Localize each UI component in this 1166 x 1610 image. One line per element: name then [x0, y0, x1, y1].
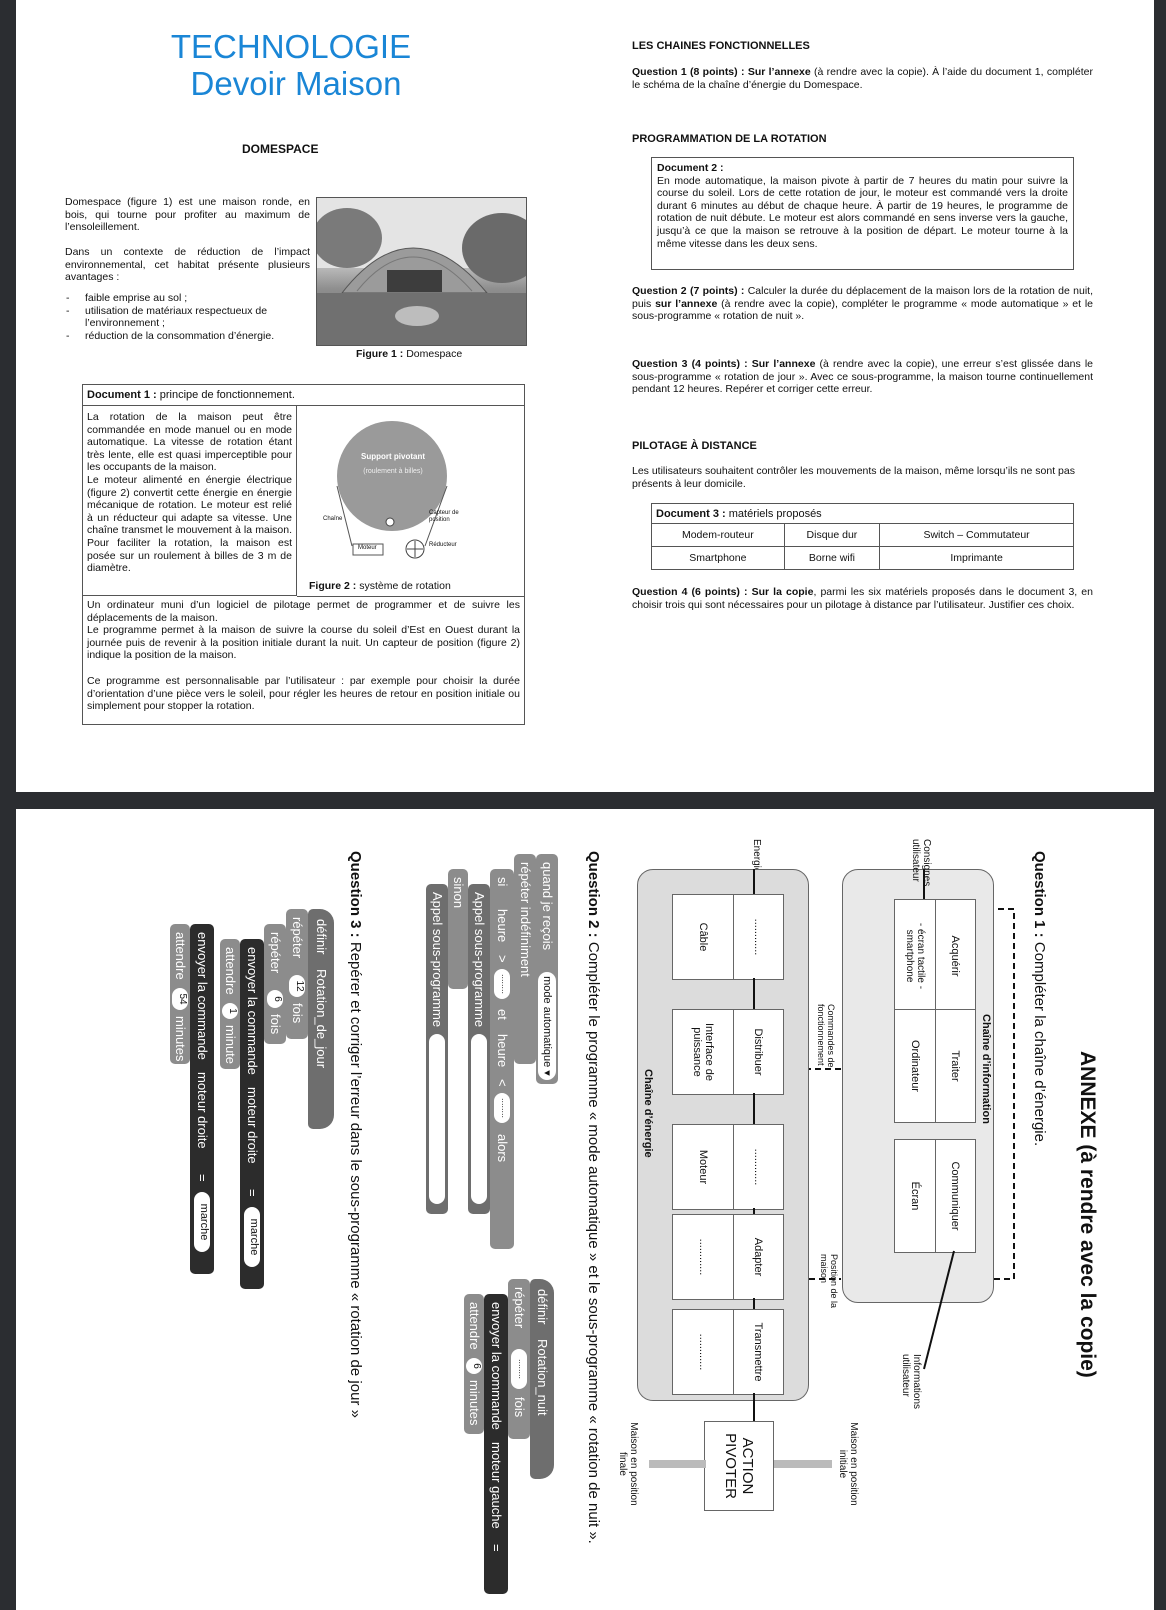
question-2-body-2: (à rendre avec la copie), compléter le programme « mode automatique » et le sous-programme « rotation de nuit ». [632, 297, 1093, 323]
scratch-wait-54 [170, 924, 190, 1064]
scratch-lt: < [495, 1079, 510, 1087]
annex-q1-text: Compléter la chaîne d’énergie. [1031, 941, 1048, 1147]
question-3-label: Question 3 (4 points) : [632, 358, 748, 370]
scratch-wait-1-text: attendre [223, 947, 238, 995]
ordinateur-box: Ordinateur [894, 1009, 936, 1123]
page-1 [16, 0, 1154, 792]
table-cell: Modem-routeur [652, 524, 785, 547]
scratch-gt: > [495, 955, 510, 963]
document-3-box [651, 503, 1074, 570]
figure-2-caption [309, 580, 451, 593]
question-1-ref: Sur l’annexe [747, 66, 811, 78]
scratch-call-input-1[interactable] [471, 1034, 487, 1204]
acquerir-box: Acquérir [934, 899, 976, 1013]
chain-arrows [594, 809, 1154, 1609]
scratch-hour-max-input[interactable]: ........ [494, 1093, 510, 1123]
document-2-label: Document 2 : [657, 162, 724, 174]
scratch-moteur-droite-1: moteur droite [245, 1087, 260, 1164]
annex-q2-label: Question 2 : [585, 851, 602, 938]
commandes-label: Commandes de fonctionnement [816, 1004, 836, 1068]
scratch-eq: = [489, 1544, 504, 1552]
ecran-box: Écran [894, 1139, 936, 1253]
question-3-text [632, 358, 1093, 396]
scratch-nuit-name: Rotation_nuit [535, 1339, 550, 1416]
document-1-program-text: Le programme permet à la maison de suivre la course du soleil d’Est en Ouest durant la journée puis de revenir à la position initiale durant la nuit. Un capteur de position (figure 2) indique la position de la maison. [87, 624, 520, 662]
scratch-wait-1-value[interactable]: 1 [222, 1003, 238, 1019]
alimenter-blank-box: ............ [732, 894, 784, 980]
scratch-heure-2: heure [495, 1034, 510, 1068]
intro-paragraph-1: Domespace (figure 1) est une maison ronde, en bois, qui tourne pour profiter au maximum de l’ensoleillement. [65, 196, 310, 234]
scratch-if-block [490, 869, 514, 1249]
advantage-item: - faible emprise au sol ; [85, 292, 310, 305]
scratch-sinon-text: sinon [451, 877, 466, 909]
scratch-message-dropdown[interactable]: mode automatique ▾ [538, 972, 556, 1080]
fig2-roulement-label: (roulement à billes) [363, 468, 423, 475]
adapter-blank-box: ............ [672, 1214, 734, 1300]
annex-question-3 [347, 851, 364, 1571]
scratch-wait-54-value[interactable]: 54 [172, 988, 188, 1010]
scratch-et: et [495, 1009, 510, 1020]
scratch-eq-1: = [245, 1189, 260, 1197]
scratch-eq-2: = [195, 1174, 210, 1182]
scratch-wait-text: attendre [467, 1302, 482, 1350]
figure-2-label: Figure 2 : [309, 580, 357, 592]
scratch-moteur-droite-2: moteur droite [195, 1072, 210, 1149]
energy-chain-label: Chaîne d’énergie [642, 1069, 654, 1158]
question-3-ref: Sur l’annexe [751, 358, 816, 370]
scratch-send-jour-2 [190, 924, 214, 1274]
document-1-bottom-text [83, 596, 524, 713]
fig2-reducteur-label: Réducteur [429, 542, 457, 548]
section-pilotage-heading: PILOTAGE À DISTANCE [632, 440, 757, 452]
scratch-repeat-12 [286, 909, 308, 1039]
document-1-header [83, 385, 524, 406]
scratch-minutes-54: minutes [173, 1016, 188, 1062]
transmettre-box: Transmettre [732, 1309, 784, 1395]
scratch-minutes-text: minutes [467, 1380, 482, 1426]
communiquer-box: Communiquer [934, 1139, 976, 1253]
question-1-text [632, 66, 1093, 91]
fig2-support-label: Support pivotant [361, 452, 425, 461]
annex-q2-text: Compléter le programme « mode automatique » et le sous-programme « rotation de nuit ». [585, 941, 602, 1544]
moteur-box: Moteur [672, 1124, 734, 1210]
scratch-minute-text: minute [223, 1025, 238, 1065]
scratch-repeat-12-value[interactable]: 12 [289, 975, 305, 997]
convertir-blank-box: ............ [732, 1124, 784, 1210]
figure-1-caption-text: Domespace [406, 348, 463, 360]
scratch-wait-54-text: attendre [173, 932, 188, 980]
scratch-alors: alors [495, 1134, 510, 1163]
scratch-forever-text: répéter indéfiniment [518, 862, 533, 977]
title-devoir-maison: Devoir Maison [190, 65, 402, 102]
question-1-body: (à rendre avec la copie). À l’aide du document 1, compléter le schéma de la chaîne d’énergie du Domespace. [632, 66, 1093, 91]
advantage-item: - utilisation de matériaux respectueux de l’environnement ; [85, 305, 310, 330]
document-3-title: matériels proposés [728, 508, 822, 520]
table-cell: Smartphone [652, 547, 785, 570]
document-3-header [651, 503, 1074, 523]
position-label: Position de la maison [819, 1254, 839, 1309]
scratch-repeat-text: répéter [512, 1287, 527, 1329]
scratch-define-jour-text: définir [314, 919, 329, 955]
interface-box: Interface de puissance [672, 1009, 734, 1095]
question-2-body-1: Calculer la durée du déplacement de la maison lors de la rotation de nuit, puis [632, 285, 1093, 310]
scratch-wait-nuit [464, 1294, 484, 1434]
document-1-rotation-text: La rotation de la maison peut être commandée en mode manuel ou en mode automatique. La vitesse de rotation étant très lente, elle est quasi imperceptible pour les occupants de la maison. [87, 411, 292, 474]
scratch-define-text: définir [535, 1289, 550, 1325]
document-1-pc-text: Un ordinateur muni d’un logiciel de pilotage permet de programmer et de suivre les déplacements de la maison. [87, 599, 520, 624]
scratch-repeat-6-text: répéter [268, 932, 283, 974]
figure-2-caption-text: système de rotation [359, 580, 451, 592]
scratch-repeat-12-text: répéter [290, 917, 305, 959]
question-1-label: Question 1 (8 points) : [632, 66, 745, 78]
scratch-repeat-nuit [508, 1279, 530, 1439]
scratch-call-block-1 [468, 884, 490, 1214]
scratch-wait-1 [220, 939, 240, 1069]
fig2-moteur-label: Moteur [358, 545, 377, 551]
scratch-repeat-6 [264, 924, 286, 1044]
rotation-system-diagram [297, 406, 524, 576]
annex-q1-label: Question 1 : [1031, 851, 1048, 938]
table-cell: Imprimante [880, 547, 1074, 570]
document-1-custom-text: Ce programme est personnalisable par l’utilisateur : par exemple pour choisir la durée d’orientation d’une pièce vers le soleil, pour régler les heures de retour en position initiale ou simplement pour stopper la rotation. [87, 674, 520, 713]
table-row [652, 524, 1074, 547]
scratch-heure-1: heure [495, 909, 510, 943]
scratch-fois-6: fois [268, 1014, 283, 1035]
traiter-box: Traiter [934, 1009, 976, 1123]
annex-q3-label: Question 3 : [347, 851, 364, 938]
advantages-list [65, 292, 310, 342]
question-2-text [632, 285, 1093, 323]
information-chain-label: Chaîne d’information [980, 1014, 992, 1124]
scratch-send-jour-1-text: envoyer la commande [245, 947, 260, 1075]
document-2-text: En mode automatique, la maison pivote à partir de 7 heures du matin pour suivre la course du soleil. Lors de cette rotation de jour, le moteur est commandé vers la droite durant 6 minutes au début de chaque heure. À partir de 19 heures, le programme de rotation de nuit débute. Le moteur est alors commandé en sens inverse vers la gauche, jusqu’à ce que la maison se retrouve à la position de départ. Le moteur tourne à la même vitesse dans les deux sens. [657, 174, 1068, 250]
annex-rotated-layer [16, 809, 1154, 1609]
scratch-hat-text: quand je reçois [540, 862, 555, 951]
table-cell: Disque dur [784, 524, 879, 547]
page-2-annex [16, 809, 1154, 1610]
cable-box: Câble [672, 894, 734, 980]
scratch-call-text-2: Appel sous-programme [430, 892, 445, 1028]
table-cell: Switch – Commutateur [880, 524, 1074, 547]
scratch-marche-1[interactable]: marche [244, 1207, 260, 1267]
scratch-else-block [448, 869, 468, 989]
scratch-if-text: si [495, 877, 510, 887]
informations-label: Informations utilisateur [900, 1354, 922, 1410]
fig2-chaine-label: Chaîne [323, 516, 343, 522]
acquerir-sub-box: - écran tactile - smartphone [894, 899, 936, 1013]
scratch-send-text: envoyer la commande [489, 1302, 504, 1430]
document-1-label: Document 1 : [87, 389, 157, 401]
materials-table [651, 523, 1074, 570]
scratch-send-nuit [484, 1294, 508, 1594]
scratch-repeat-6-value[interactable]: 6 [267, 990, 283, 1008]
document-1-title: principe de fonctionnement. [159, 389, 295, 401]
maison-initiale-label: Maison en position initiale [837, 1422, 859, 1506]
document-2-box [651, 157, 1074, 270]
consignes-label: Consignes utilisateur [910, 839, 932, 887]
distribuer-box: Distribuer [732, 1009, 784, 1095]
scratch-send-jour-2-text: envoyer la commande [195, 932, 210, 1060]
question-4-label: Question 4 (6 points) : [632, 586, 748, 598]
scratch-call-block-2 [426, 884, 448, 1214]
section-programmation-heading: PROGRAMMATION DE LA ROTATION [632, 133, 827, 145]
intro-paragraph-2: Dans un contexte de réduction de l’impact environnemental, cet habitat présente plusieurs avantages : [65, 246, 310, 284]
subject-heading: DOMESPACE [242, 142, 319, 156]
question-4-ref: Sur la copie [751, 586, 814, 598]
question-4-text [632, 586, 1093, 611]
scratch-forever-block [514, 854, 536, 1064]
section-chaines-heading: LES CHAINES FONCTIONNELLES [632, 40, 810, 52]
table-row [652, 547, 1074, 570]
title-technologie: TECHNOLOGIE [170, 28, 412, 65]
domespace-illustration [317, 198, 526, 345]
document-1-motor-text: Le moteur alimenté en énergie électrique (figure 2) convertit cette énergie en énergie mécanique de rotation. Le moteur est relié à un réducteur qui adapte sa vitesse. Une chaîne transmet le mouvement à la maison. Pour faciliter la rotation, la maison est posée sur un roulement à billes de 3 m de diamètre. [87, 473, 292, 575]
figure-1-caption [356, 348, 462, 361]
scratch-hour-min-input[interactable]: ........ [494, 969, 510, 999]
scratch-moteur-gauche: moteur gauche [489, 1442, 504, 1529]
question-2-label: Question 2 (7 points) : [632, 285, 745, 297]
annex-title: ANNEXE (à rendre avec la copie) [1076, 1051, 1099, 1378]
transmettre-blank-box: ............ [672, 1309, 734, 1395]
table-cell: Borne wifi [784, 547, 879, 570]
maison-finale-label: Maison en position finale [617, 1422, 639, 1506]
scratch-wait-6[interactable]: 6 [466, 1358, 482, 1374]
scratch-hat-block [536, 854, 558, 1084]
figure-1-label: Figure 1 : [356, 348, 404, 360]
advantage-item: - réduction de la consommation d’énergie. [85, 330, 310, 343]
scratch-marche-2[interactable]: marche [194, 1192, 210, 1252]
scratch-call-input-2[interactable] [429, 1034, 445, 1204]
adapter-box: Adapter [732, 1214, 784, 1300]
document-1-left-text [83, 406, 297, 596]
scratch-define-nuit [530, 1279, 554, 1479]
question-4-body: , parmi les six matériels proposés dans le document 3, en choisir trois qui sont nécessaires pour un pilotage à distance par l’utilisateur. Justifier ces choix. [632, 586, 1093, 611]
action-pivoter-box: ACTION PIVOTER [704, 1421, 774, 1511]
pilotage-text: Les utilisateurs souhaitent contrôler les mouvements de la maison, même lorsqu’ils ne sont pas présents à leur domicile. [632, 465, 1075, 490]
question-2-ref: sur l’annexe [655, 297, 718, 310]
question-3-body: (à rendre avec la copie), une erreur s’est glissée dans le sous-programme « rotation de jour ». Avec ce sous-programme, la maison tourne continuellement pendant 12 heures. Repérer et corriger cette erreur. [632, 358, 1093, 396]
scratch-fois-12: fois [290, 1003, 305, 1024]
scratch-jour-name: Rotation_de_jour [314, 969, 329, 1069]
scratch-fois-text: fois [512, 1397, 527, 1418]
domespace-photo [316, 197, 527, 346]
document-3-label: Document 3 : [656, 508, 726, 520]
scratch-define-jour [308, 909, 334, 1129]
scratch-repeat-nuit-input[interactable]: ........ [511, 1349, 527, 1389]
figure-2-area [297, 406, 524, 597]
document-1-box [82, 384, 525, 725]
scratch-call-text-1: Appel sous-programme [472, 892, 487, 1028]
annex-q3-text: Repérer et corriger l’erreur dans le sous-programme « rotation de jour » [347, 941, 364, 1418]
annex-question-2 [585, 851, 602, 1571]
scratch-send-jour-1 [240, 939, 264, 1289]
fig2-capteur-label: Capteur de position [429, 510, 459, 523]
